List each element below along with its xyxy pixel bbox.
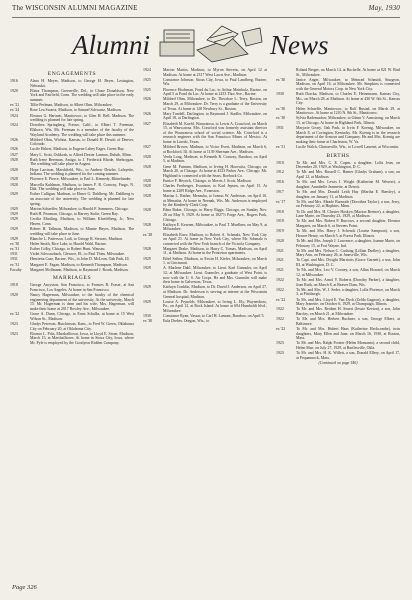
news-entry bbox=[143, 266, 267, 284]
news-entry bbox=[10, 227, 134, 236]
entry-text: Dorothea Springberg, Fresno, Calif., to Elbert T. Freeman, Elkhorn, Wis. Mr. Freeman is a member of the faculty of the Wayland Academy. The wedding will take place this summer. bbox=[30, 123, 134, 137]
class-year: ex '31 bbox=[10, 247, 20, 252]
header-rule bbox=[12, 17, 400, 18]
class-year: 1918 bbox=[10, 283, 18, 288]
news-entry bbox=[10, 114, 134, 123]
news-entry bbox=[143, 184, 267, 193]
class-year: 1926 bbox=[10, 147, 18, 152]
class-year: 1928 bbox=[143, 222, 151, 227]
entry-text: Constance Ryan, Vassar, to Carl H. Lamont, Baraboo, on April 5. bbox=[163, 314, 265, 319]
news-entry bbox=[276, 278, 400, 287]
entry-text: To Mr. and Mrs. Lewis J. Wright (Katherine M. Weaver), a daughter, Annabelle Jeannette, at Detroit. bbox=[296, 180, 400, 189]
news-entry bbox=[276, 78, 400, 92]
class-year: 1921 bbox=[276, 268, 284, 273]
entry-text: Mildred Brown, Madison, to Victor Evert, Madison, on March 6, at Rockford, Ill. At home at 1139 Sherman Ave., Madison. bbox=[163, 145, 267, 154]
entry-text: To Mr. and Mrs. Donald Leith Hay (Martha E. Baesley), a daughter, on January 11, at Madison. bbox=[296, 190, 400, 199]
class-year: 1923 bbox=[276, 341, 284, 346]
news-entry bbox=[10, 283, 134, 292]
class-year: ex '17 bbox=[276, 199, 286, 204]
news-entry bbox=[143, 165, 267, 179]
news-entry bbox=[276, 210, 400, 219]
entry-text: Marion Schaeffer, Milwaukee, to Harold F. Sommers, Chicago. bbox=[30, 206, 129, 211]
entry-text: Kathryn Conklin, Madison, to Dr. David J. Anderson, on April 27, at Madison. Dr. Anderson is serving as interne at the Wisconsin General hospital, Madison. bbox=[163, 285, 267, 299]
class-year: 1931 bbox=[10, 257, 18, 262]
class-year: 1929 bbox=[10, 226, 18, 231]
class-year: 1925 bbox=[143, 87, 151, 92]
news-entry bbox=[10, 322, 134, 331]
class-year: 1931 bbox=[276, 126, 284, 131]
news-entry bbox=[143, 155, 267, 164]
news-entry bbox=[143, 122, 267, 145]
class-year: 1920 bbox=[10, 293, 18, 298]
class-year: ex '30 bbox=[143, 319, 153, 324]
class-year: 1928 bbox=[143, 154, 151, 159]
entry-text: Ethel Seiber, Madison, to Erwin H. Kiefer, Milwaukee, on March 1, at Cincinnati. bbox=[163, 256, 267, 266]
news-entry bbox=[276, 317, 400, 326]
news-entry bbox=[276, 116, 400, 125]
class-year: 1919 bbox=[276, 229, 284, 234]
news-entry bbox=[276, 126, 400, 144]
news-entry bbox=[10, 293, 134, 311]
news-entry bbox=[10, 247, 134, 252]
entry-text: To Mr. and Mrs. Meade Burnside (Dorothea Taylor), a son, Jerry, on February 22, at Hopkins, Minn. bbox=[296, 199, 400, 209]
news-entry bbox=[143, 194, 267, 208]
news-entry bbox=[10, 123, 134, 137]
class-year: ex '24 bbox=[10, 108, 20, 113]
class-year: 1929 bbox=[10, 192, 18, 197]
entry-text: Margaret E. Fagan, Madison, to Kenneth Thompson, Madison. bbox=[30, 262, 128, 267]
entry-text: Grace A. Dunn, Chicago, to Ernst Schalks, at home at 15 West Wilson St., Madison. bbox=[30, 312, 134, 321]
news-entry bbox=[10, 237, 134, 242]
class-year: 1928 bbox=[10, 167, 18, 172]
entry-text: Florence E. Pierce, Milwaukee, to Earl L. Kennedy, Rhinelander. bbox=[30, 177, 132, 182]
class-year: ex '31 bbox=[10, 262, 20, 267]
news-entry bbox=[276, 92, 400, 106]
class-year: 1924 bbox=[143, 68, 151, 72]
entry-text: To Mr. and Mrs. Leo V. Cooney, a son, Allan Howard, on March 12, at Milwaukee. bbox=[296, 268, 400, 277]
class-year: 1928 bbox=[143, 164, 151, 169]
news-entry bbox=[276, 249, 400, 258]
news-entry bbox=[143, 285, 267, 299]
class-year: 1922 bbox=[276, 287, 284, 292]
entry-text: Violet Schwarzbach, Glencoe, Ill., to Paul Thim, Milwaukee. bbox=[30, 252, 126, 257]
news-entry bbox=[10, 158, 134, 167]
section-heading: ENGAGEMENTS bbox=[47, 71, 97, 77]
news-entry bbox=[276, 190, 400, 199]
news-entry bbox=[143, 319, 267, 324]
class-year: 1928 bbox=[143, 179, 151, 183]
class-year: ex '30 bbox=[276, 77, 286, 82]
news-entry bbox=[143, 247, 267, 256]
news-entry bbox=[10, 108, 134, 113]
class-year: 1925 bbox=[143, 77, 151, 82]
entry-text: Constance Johnson, Sioux City, Iowa, to Paul Landberg, Racine, Wis. bbox=[163, 77, 267, 87]
class-year: 1920 bbox=[276, 238, 284, 243]
news-entry bbox=[10, 312, 134, 321]
news-entry bbox=[276, 307, 400, 316]
class-year: 1926 bbox=[10, 137, 18, 142]
entry-text: Helen Schueffe, Manitowoc, to Rolf Bustad, on March 29, at Manitowoc. At home at 1210 N. 8th St., Manitowoc. bbox=[296, 106, 400, 116]
entry-text: To Mr. and Mrs. C. E. Capen, a daughter, Lolla Jean, on December 20, 1929, at Washington, D. C. bbox=[296, 160, 400, 170]
entry-text: Sylvia Rademacher, Milwaukee, to Glenn V. Armstrong, on March 15, at Chicago. At home in Highland Park, Illinois. bbox=[296, 116, 400, 125]
news-entry bbox=[143, 257, 267, 266]
class-year: 1923 bbox=[10, 321, 18, 326]
class-year: 1927 bbox=[143, 121, 151, 126]
entry-text: Mary L. Scott, Oshkosh, to Alfred Dexter Lannon, Duluth, Minn. bbox=[30, 152, 132, 157]
entry-text: Louise A. Prynolds, Milwaukee, to Irving L. Ely, Waynesboro, Pa., on April 12, at Rock Island. At home at 694 Humboldt blvd., Milwaukee. bbox=[163, 299, 267, 313]
news-entry bbox=[10, 332, 134, 346]
news-entry bbox=[143, 88, 267, 97]
entry-text: Elizabeth M. Kuehl, Wauwatosa, to Lewis A. Crawford, on March 15, at Wauwatosa. Mrs. Crawford was formerly assistant director of the Wauwatosa school of social science. Mr. Crawford is a research engineer with the San Francisco Mines of Mexico. At home in Laredo, Texas. bbox=[163, 121, 267, 144]
entry-text: Eunice F. Heyrick, Chicago, to Morris J. Scott, Madison. bbox=[163, 179, 252, 183]
entry-text: Gene M. Putnam, Madison, to Irving H. Horowitz, Chicago, on March 20, at Chicago. At home at 4523 Parker Ave., Chicago. Mr. Highland is connected with the Sears, Roebuck Co. bbox=[163, 164, 267, 178]
entry-text: Elinor Thompson, Greenville, Del., to Chase Donaldson, New York and Fairfield, Conn. The wedding will take place in the early summer. bbox=[30, 88, 134, 102]
class-year: 1923 bbox=[276, 351, 284, 356]
class-year: 1920 bbox=[10, 88, 18, 93]
news-entry bbox=[143, 314, 267, 319]
class-year: ex '30 bbox=[276, 116, 286, 121]
section-heading: MARRIAGES bbox=[52, 275, 92, 282]
news-entry bbox=[143, 78, 267, 87]
entry-text: Marjorie Geary, Oak Park, to Irvin F. Koenig, Milwaukee, on March 8, at Covington, Kentucky. Mr. Koenig is in the research department of the Armour and Company. He and Mrs. Koenig are making their home at Charleston, W. Va. bbox=[296, 126, 400, 144]
entry-text: Esther Colby, Chicago, to Robert Hunt, Wausau. bbox=[30, 247, 106, 252]
class-year: 1928 bbox=[143, 246, 151, 251]
entry-text: Esther Culligan, Madison, to Elmer G. Dahlberg. Mr. Dahlberg is an associate of the university. The wedding is planned for late spring. bbox=[30, 192, 134, 206]
running-header bbox=[12, 4, 400, 16]
news-entry bbox=[276, 219, 400, 228]
news-entry bbox=[276, 161, 400, 170]
entry-text: To Mr. and Mrs. H. K. Willett, a son, Donald Ellery, on April 17, at Pequannock, Mass. bbox=[296, 351, 400, 360]
entry-text: Eleanor L. Pitts, Marshalltown, Iowa, to Lloyd E. Stone, Madison, March 15, at Marshalltown. At home in Sioux City, Iowa, where Mr. Pyle is employed by the Goodyear Rubber Company. bbox=[30, 331, 134, 345]
news-entry bbox=[143, 223, 267, 232]
news-entry bbox=[143, 208, 267, 222]
entry-text: Henrietta Case, Racine, Wis., to John D. McLean, Oak Park, Ill. bbox=[30, 257, 130, 262]
news-entry bbox=[143, 145, 267, 154]
entry-text: Tillie Perlman, Madison, to Albert Ohm, Milwaukee. bbox=[30, 103, 113, 108]
class-year: 1921 bbox=[276, 258, 284, 263]
news-entry bbox=[10, 252, 134, 257]
class-year: 1924 bbox=[10, 123, 18, 128]
banner-word-alumni: Alumni bbox=[72, 30, 150, 60]
class-year: 1929 bbox=[10, 211, 18, 216]
entry-text: Janice Anger, Milwaukee, to Meinrad Schmidt, Sturgeon, Madison, on April 16, at Milwaukee. Mr. Simpkins is connected with the General Motors Corp. in New York City. bbox=[296, 77, 400, 91]
news-entry bbox=[10, 103, 134, 108]
magazine-title: The WISCONSIN ALUMNI MAGAZINE bbox=[12, 4, 138, 12]
news-entry bbox=[276, 170, 400, 179]
news-entry bbox=[10, 177, 134, 182]
entry-text: Alma H. Meyer, Madison, to George H. Beyer, Lexington, Nebraska. bbox=[30, 79, 134, 88]
news-entry bbox=[10, 263, 134, 268]
news-entry bbox=[10, 168, 134, 177]
entry-text: To Mr. and Mrs. W. J. Seder, a daughter, Lolla Florence, on March 3, at Pittsburgh. bbox=[296, 287, 400, 297]
class-year: 1917 bbox=[276, 190, 284, 194]
entry-text: To Mr. and Mrs. Robert P. Burrows, a second daughter, Eleanor Margaret, on March 6, at Stevens Point. bbox=[296, 219, 400, 228]
news-entry bbox=[276, 200, 400, 209]
class-year: 1910 bbox=[276, 160, 284, 165]
entry-text: Eula Dreher, Oregon, Wis., to bbox=[163, 319, 210, 324]
news-entry bbox=[10, 138, 134, 147]
class-year: 1929 bbox=[10, 217, 18, 222]
class-year: 1930 bbox=[276, 92, 284, 97]
news-entry bbox=[143, 68, 267, 77]
entry-text: Kathryn E. Kerzner, Milwaukee, to Paul T. Muellner, on May 9, at Milwaukee. bbox=[163, 222, 267, 232]
class-year: 1928 bbox=[10, 157, 18, 162]
entry-text: Marian L. Rather, Menasha, to Ivanus W. Anderson, on April 10, at Menasha. At home in Neenah, Wis. Mr. Anderson is employed by the Kimberly-Clark Corp. bbox=[163, 193, 267, 208]
entry-text: To Mr. and Mrs. Ralph Forster (Helen Monsanto), a second child, Helen Mae, on July 27, 1929, at Bartlesville, Okla. bbox=[296, 341, 400, 350]
entry-text: Florence Hochman, Fond du Lac, to Arthur Meinholz, Racine, on April 5 at Fond du Lac. At home at 2433 Thor Ave., Racine. bbox=[163, 87, 267, 97]
news-entry bbox=[276, 327, 400, 341]
news-entry bbox=[276, 288, 400, 297]
entry-text: Robert H. Tallman, Madison, to Minnie Hayes, Madison. The wedding will take place in June. bbox=[30, 226, 134, 236]
news-entry bbox=[143, 97, 267, 111]
books-illustration bbox=[152, 20, 267, 64]
class-year: 1918 bbox=[276, 209, 284, 214]
class-year: ex '22 bbox=[10, 312, 20, 317]
entry-text: To Dr. and Mrs. H. Chester Hoskyn (Marion Breiner), a daughter, Lane Marie, on Thursday 23, 1929, at Madison. bbox=[296, 209, 400, 219]
class-year: 1929 bbox=[10, 206, 18, 211]
news-entry bbox=[10, 268, 134, 273]
news-entry bbox=[10, 192, 134, 206]
entry-text: Edna Baker, Chicago, to Harry Riggs, Chicago, on Sunday Nov. 26 on May 9, 1929. At home at 1827½ Forge Ave., Rogers Park, Chicago. bbox=[163, 208, 267, 222]
entry-text: Mildred Obin, Wichita, Kansas, to Donald H. Dewitt of Denver, Colorado. bbox=[30, 137, 134, 147]
column-1 bbox=[10, 68, 134, 573]
class-year: 1921 bbox=[276, 248, 284, 253]
news-entry bbox=[276, 68, 400, 77]
class-year: 1931 bbox=[10, 252, 18, 257]
news-entry bbox=[10, 147, 134, 152]
class-year: 1928 bbox=[10, 182, 18, 187]
news-entry bbox=[143, 300, 267, 314]
entry-text: To Mr. and Mrs. Reuben H. Seuert (Jessie Keeton), a son, John Barclay, on March 21, at Milwaukee. bbox=[296, 307, 400, 316]
news-entry bbox=[10, 257, 134, 262]
news-entry bbox=[276, 107, 400, 116]
class-year: ex '21 bbox=[10, 103, 20, 108]
news-entry bbox=[143, 112, 267, 121]
entry-text: Gladys Peterson, Hutchinson, Kans., to Fred W. Green, Oklahoma City on February 20, at Oklahoma City. bbox=[30, 321, 134, 331]
news-entry bbox=[10, 89, 134, 103]
class-year: 1930 bbox=[143, 314, 151, 319]
class-year: 1922 bbox=[276, 317, 284, 322]
section-banner bbox=[12, 20, 400, 64]
news-entry bbox=[10, 153, 134, 158]
class-year: 1927 bbox=[143, 145, 151, 150]
class-year: ex '22 bbox=[276, 297, 286, 302]
entry-text: Verda Long, Madison, to Kenneth R. Conway, Baraboo, on April 5, at Madison. bbox=[163, 154, 267, 164]
entry-text: To Mr. and Mrs. Arnol V. Roberts (Dorothy Parker), a daughter, Joan Ruth, on March 8, at Beaver Dam, Wis. bbox=[296, 278, 400, 287]
news-entry bbox=[10, 217, 134, 226]
class-year: ex '30 bbox=[276, 106, 286, 111]
entry-text: Marion Martin, Madison, to Myron Stevens, on April 12 at Madison. At home at 2317 West Lawn Ave., Madison. bbox=[163, 68, 267, 77]
class-year: 1912 bbox=[276, 170, 284, 175]
entry-text: Marcella Kuhlman, Madison, to James F. R. Conway, Fargo, N. Dak. The wedding will take place in June. bbox=[30, 182, 134, 192]
news-entry bbox=[276, 239, 400, 248]
class-year: ex '28 bbox=[143, 232, 153, 237]
column-2 bbox=[143, 68, 267, 573]
class-year: 1929 bbox=[143, 256, 151, 261]
column-3 bbox=[276, 68, 400, 573]
entry-text: Roland Berger, on March 14, at Rochelle. At home at 821 W. Bird St., Milwaukee. bbox=[296, 68, 400, 77]
class-year: ex '31 bbox=[276, 145, 286, 150]
news-entry bbox=[10, 212, 134, 217]
entry-text: To Mr. and Mrs. Joseph J. Lawrence, a daughter, Joanne Marie, on February 15, at Fort Wayne, Ind. bbox=[296, 238, 400, 248]
news-entry bbox=[10, 207, 134, 212]
class-year: 1928 bbox=[10, 177, 18, 182]
continued-note: (Continued on page 340) bbox=[318, 361, 358, 366]
entry-text: Margaret Drake, Madison, to Harry C. Tomas, Madison, on April 11, at Madison. At home in the Princeton apartments. bbox=[163, 246, 267, 256]
entry-text: Cecilia Martling, Madison, to William Kloefelberg, Jr., New Haven, Conn. bbox=[30, 217, 134, 226]
entry-text: Hope Larrison, Marshfield, Wis., to Andrew Detzler, Lafayette, Indiana. The wedding is planned for the coming summer. bbox=[30, 167, 134, 177]
page-number: Page 326 bbox=[12, 584, 37, 591]
section-heading: BIRTHS bbox=[326, 152, 350, 159]
class-year: 1922 bbox=[276, 278, 284, 283]
entry-text: Lucile Walch, Clintonville, Wis., to Lowell Laurent, at Wisconsin. bbox=[296, 145, 400, 150]
class-year: ex '30 bbox=[10, 241, 20, 246]
entry-text: To Mr. and Mrs. Harry J. Schenck (Louise Sampson), a son, Horace Henry, on March 5, at Forest Park, Illinois. bbox=[296, 229, 400, 238]
entry-text: Nancy Hagerman, Milwaukee, to the faculty of the chemical engineering department of the university. At the university, March 15. Mr. Hagerman is dean and his wife, Mrs. Hagerman, will make their home at 2017 Rowley Ave., Milwaukee. bbox=[30, 293, 134, 311]
class-year: 1918 bbox=[276, 219, 284, 224]
class-year: 1922 bbox=[276, 307, 284, 312]
entry-text: Ruth Dracka, Madison, to Charles E. Heinemann, Kansas City, Mo., on March 28, at Madison. At home at 430 W. 6th St., Kansas City. bbox=[296, 92, 400, 106]
entry-text: To Mr. and Mrs. Russell C. Hamer (Gladys Graham), a son, on April 12, at Madison. bbox=[296, 170, 400, 180]
entry-text: Charles Freiberger, Evanston, to Karl Jepsen, on April 15. At home at 2209 Ridge Ave., Evanston. bbox=[163, 184, 267, 193]
class-year: 1928 bbox=[143, 184, 151, 189]
news-entry bbox=[10, 242, 134, 247]
news-entry bbox=[276, 229, 400, 238]
entry-text: To Mr. and Mrs. Lloyd E. Van Dyck (Zelda Gagnon), a daughter, Mary Jeanette, on October 6, 1929, at Champaign, Illinois. bbox=[296, 297, 400, 307]
news-entry bbox=[10, 183, 134, 192]
news-entry bbox=[276, 351, 400, 360]
entry-text: Eleanor G. Hartnett, Manitowoc, to Glen H. Bell, Madison. The wedding is planned for late spring. bbox=[30, 113, 134, 123]
entry-text: George Ancyston, San Francisco, to Frances B. Fraser, at San Francisco, Los Angeles. At home in San Francisco. bbox=[30, 283, 134, 292]
class-year: 1916 bbox=[10, 79, 18, 83]
entry-text: Lucile Ebbert, Madison, to Eugene Labey Eager, Green Bay. bbox=[30, 147, 125, 152]
news-entry bbox=[276, 180, 400, 189]
class-year: 1923 bbox=[10, 331, 18, 336]
class-year: 1924 bbox=[10, 113, 18, 118]
issue-date: May, 1930 bbox=[368, 4, 400, 12]
entry-text: To Mr. and Mrs. Herbert Buckner, a son, George Elbert, at Baltimore. bbox=[296, 317, 400, 326]
entry-text: Rose Lea Swartz, Madison, to Samuel Schwartz, Madison. bbox=[30, 108, 122, 113]
banner-word-news: News bbox=[270, 30, 329, 60]
entry-text: To Capt. and Mrs. Dwight Marriotts (Grace Garnett), a son, John III, at Washington, D. C. bbox=[296, 258, 400, 268]
class-year: 1929 bbox=[143, 299, 151, 304]
entry-text: Ruth Irene Beerman, Antigo, to J. Frederick Rhode, Sheboygan. The wedding will take place in August. bbox=[30, 157, 134, 167]
entry-text: Mildred Ohm, Milwaukee, to Dr. Theodore L. Terry, Boston, on March 29, at Milwaukee. Dr. Terry is a graduate of the University of Texas. At home at 128 Newbury St., Boston. bbox=[163, 97, 267, 111]
entry-text: Elizabeth Eiser, Madison, to Robert A. Schmalz, New York City on April 21. At home in New York City, where Mr. Schmalz is connected with the New York branch of the Victrola Company. bbox=[163, 232, 267, 246]
news-entry bbox=[143, 233, 267, 247]
news-entry bbox=[276, 258, 400, 267]
class-year: ex '22 bbox=[276, 326, 286, 331]
entry-text: Helen Smith, Rice Lake, to Harold Wahl, Racine. bbox=[30, 241, 107, 246]
class-year: 1926 bbox=[143, 111, 151, 116]
news-entry bbox=[276, 341, 400, 350]
class-year: 1928 bbox=[143, 208, 151, 213]
news-entry bbox=[276, 145, 400, 150]
entry-text: Blanche L. Patterson, Lodi, to George R. Stewart, Madison. bbox=[30, 236, 124, 241]
news-entry bbox=[276, 298, 400, 307]
news-entry bbox=[10, 79, 134, 88]
class-year: 1926 bbox=[143, 97, 151, 102]
entry-text: A. Marlene Dahl, Milwaukee, to Lieut. Karl Gunnsler, on April 12, at Milwaukee. Lieut. Gunnsler, a graduate of West Point, is now with the U. S. Air Corps. He and Mrs. Gunnsler will make their home in Galveston, Texas. bbox=[163, 266, 267, 285]
class-year: 1929 bbox=[143, 285, 151, 290]
entry-text: Mary Tondell, Darlington, to Raymond J. Stadler, Milwaukee, on April 18, at Darlington. bbox=[163, 111, 267, 121]
news-entry bbox=[276, 268, 400, 277]
class-year: Faculty bbox=[10, 267, 22, 272]
entry-text: To Mr. and Mrs. Hubert Haas (Katherine Heckcombe), twin daughters, Mary Ellen and Jane, on March 16, 1930, at Boston, Mass. bbox=[296, 326, 400, 341]
entry-text: To Mr. and Mrs. Nelson C. Cushing (Lillian Dudley), a daughter, Mary Ann, on February 26, at Janesville, Wis. bbox=[296, 248, 400, 258]
class-year: 1929 bbox=[10, 236, 18, 241]
class-year: 1929 bbox=[143, 266, 151, 271]
entry-text: Ruth H. Pearman, Chicago, to Harvey Stolte, Green Bay. bbox=[30, 211, 119, 216]
class-year: 1927 bbox=[10, 152, 18, 157]
class-year: 1916 bbox=[276, 180, 284, 185]
news-entry bbox=[143, 179, 267, 184]
entry-text: Margaret Mollmann, Madison, to Raymond J. Roark, Madison. bbox=[30, 267, 129, 272]
class-year: 1928 bbox=[143, 193, 151, 198]
